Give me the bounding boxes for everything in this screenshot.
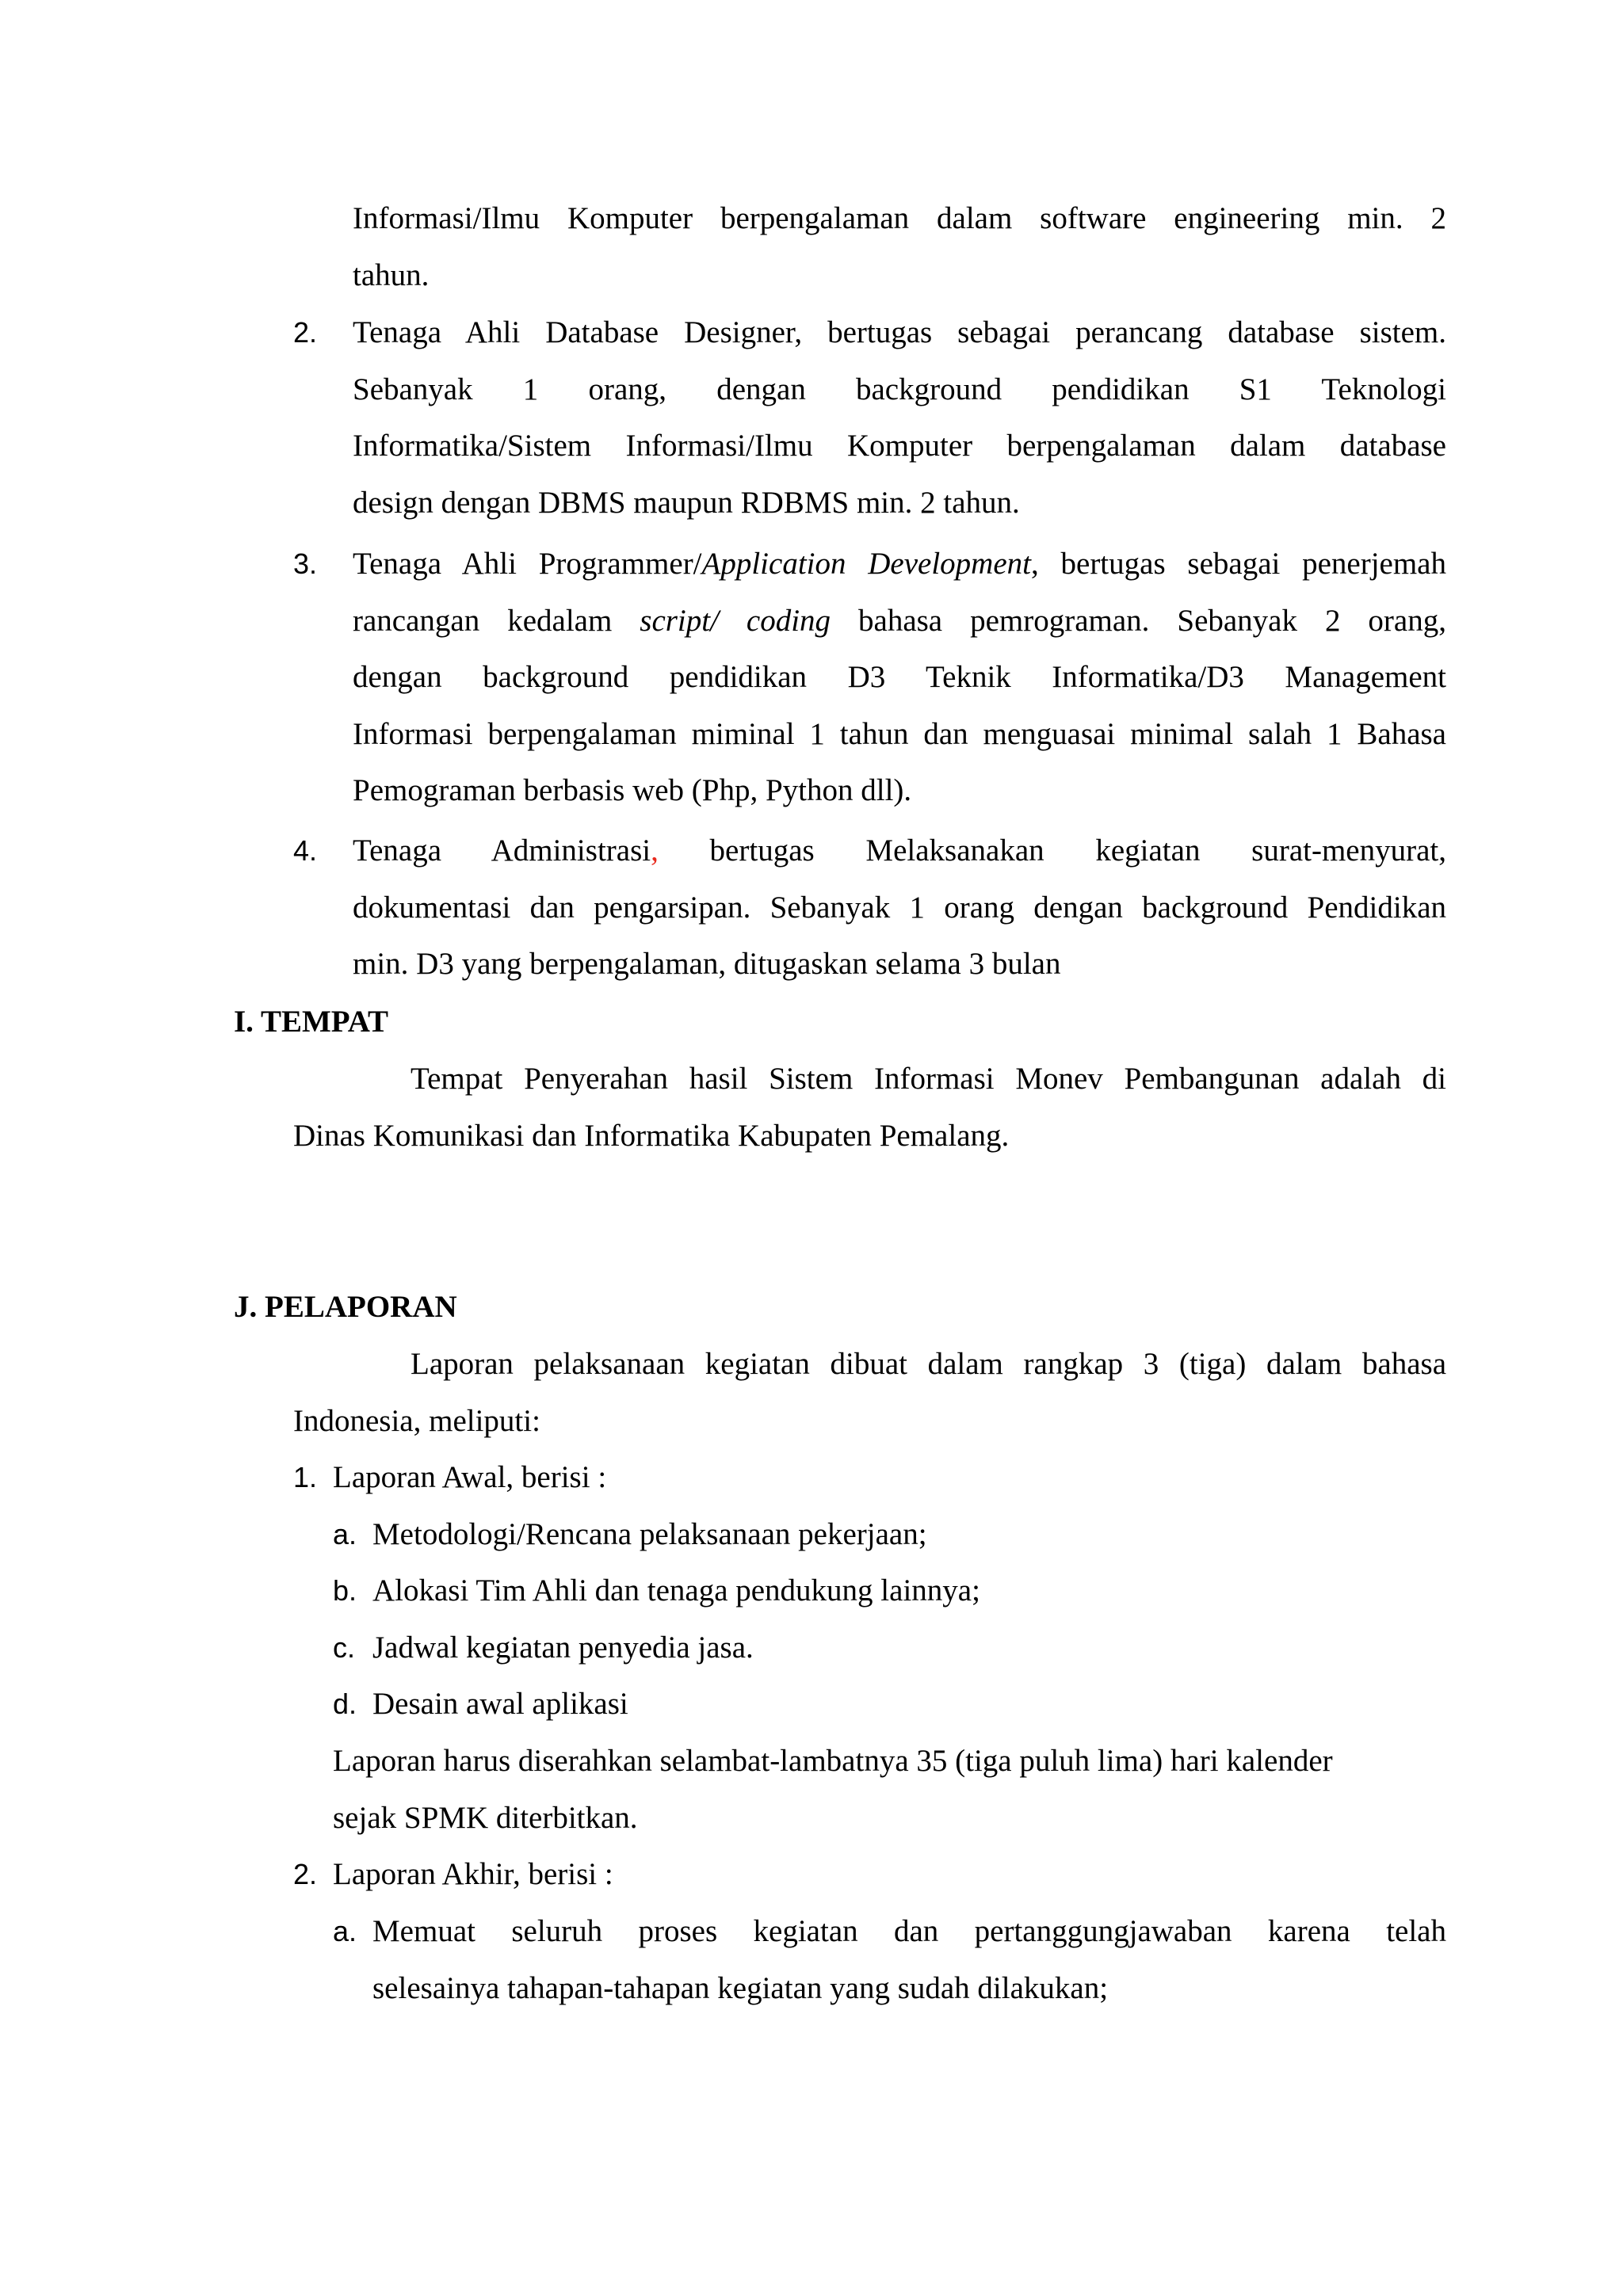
- text-line: Tenaga Administrasi, bertugas Melaksanakan kegiatan surat-menyurat,: [353, 833, 1446, 868]
- text-line: sejak SPMK diterbitkan.: [333, 1800, 638, 1835]
- list-letter: c.: [333, 1631, 356, 1664]
- text-line: Dinas Komunikasi dan Informatika Kabupaten Pemalang.: [293, 1118, 1010, 1153]
- text-line: Tenaga Ahli Database Designer, bertugas sebagai perancang database sistem.: [353, 315, 1446, 349]
- italic-text: Application Development: [701, 547, 1031, 581]
- text-line: selesainya tahapan-tahapan kegiatan yang sudah dilakukan;: [372, 1970, 1109, 2005]
- staff-item-1-continued: [353, 190, 1446, 303]
- text-line: tahun.: [353, 257, 430, 292]
- text-line: min. D3 yang berpengalaman, ditugaskan selama 3 bulan: [353, 947, 1061, 981]
- text-line: Laporan harus diserahkan selambat-lambatnya 35 (tiga puluh lima) hari kalender: [333, 1744, 1333, 1778]
- list-item: Jadwal kegiatan penyedia jasa.: [372, 1630, 754, 1665]
- list-item: Metodologi/Rencana pelaksanaan pekerjaan;: [372, 1517, 927, 1551]
- list-item: [372, 1903, 1446, 2016]
- section-heading-pelaporan: J. PELAPORAN: [234, 1290, 457, 1324]
- text-line: Informatika/Sistem Informasi/Ilmu Komputer berpengalaman dalam database: [353, 429, 1446, 463]
- text-line: Tenaga Ahli Programmer/Application Development, bertugas sebagai penerjemah: [353, 547, 1446, 581]
- list-number: 2.: [293, 1858, 318, 1890]
- report-title-akhir: Laporan Akhir, berisi :: [333, 1857, 613, 1891]
- text-line: rancangan kedalam script/ coding bahasa pemrograman. Sebanyak 2 orang,: [353, 603, 1446, 638]
- list-number: 3.: [293, 547, 318, 580]
- text-line: dokumentasi dan pengarsipan. Sebanyak 1 orang dengan background Pendidikan: [353, 890, 1446, 925]
- text-line: Indonesia, meliputi:: [293, 1403, 540, 1438]
- section-heading-tempat: I. TEMPAT: [234, 1005, 389, 1039]
- list-letter: d.: [333, 1688, 357, 1720]
- section-pelaporan-intro: [293, 1336, 1446, 1449]
- red-comma: ,: [651, 833, 659, 868]
- text-line: Sebanyak 1 orang, dengan background pendidikan S1 Teknologi: [353, 372, 1446, 406]
- text-line: Memuat seluruh proses kegiatan dan pertanggungjawaban karena telah: [372, 1914, 1446, 1948]
- staff-item-administrasi: [353, 822, 1446, 993]
- report-awal-note: [333, 1733, 1446, 1846]
- list-number: 2.: [293, 316, 318, 349]
- text-line: dengan background pendidikan D3 Teknik Informatika/D3 Management: [353, 660, 1446, 694]
- list-item: Alokasi Tim Ahli dan tenaga pendukung lainnya;: [372, 1573, 980, 1608]
- list-item: Desain awal aplikasi: [372, 1687, 628, 1721]
- list-letter: a.: [333, 1915, 357, 1947]
- staff-item-database-designer: [353, 304, 1446, 531]
- text-line: Laporan pelaksanaan kegiatan dibuat dalam rangkap 3 (tiga) dalam bahasa: [411, 1347, 1446, 1381]
- staff-item-programmer: [353, 536, 1446, 819]
- text-line: Tempat Penyerahan hasil Sistem Informasi Monev Pembangunan adalah di: [411, 1062, 1446, 1096]
- list-number: 1.: [293, 1461, 318, 1493]
- list-letter: b.: [333, 1574, 357, 1607]
- text-line: Informasi berpengalaman miminal 1 tahun dan menguasai minimal salah 1 Bahasa: [353, 716, 1446, 751]
- report-title-awal: Laporan Awal, berisi :: [333, 1460, 607, 1494]
- text-line: Informasi/Ilmu Komputer berpengalaman dalam software engineering min. 2: [353, 201, 1446, 235]
- list-letter: a.: [333, 1518, 357, 1550]
- section-tempat-body: [293, 1051, 1446, 1164]
- italic-text: script/ coding: [640, 603, 831, 638]
- text-line: Pemograman berbasis web (Php, Python dll).: [353, 773, 912, 807]
- text-line: design dengan DBMS maupun RDBMS min. 2 tahun.: [353, 485, 1020, 520]
- list-number: 4.: [293, 834, 318, 867]
